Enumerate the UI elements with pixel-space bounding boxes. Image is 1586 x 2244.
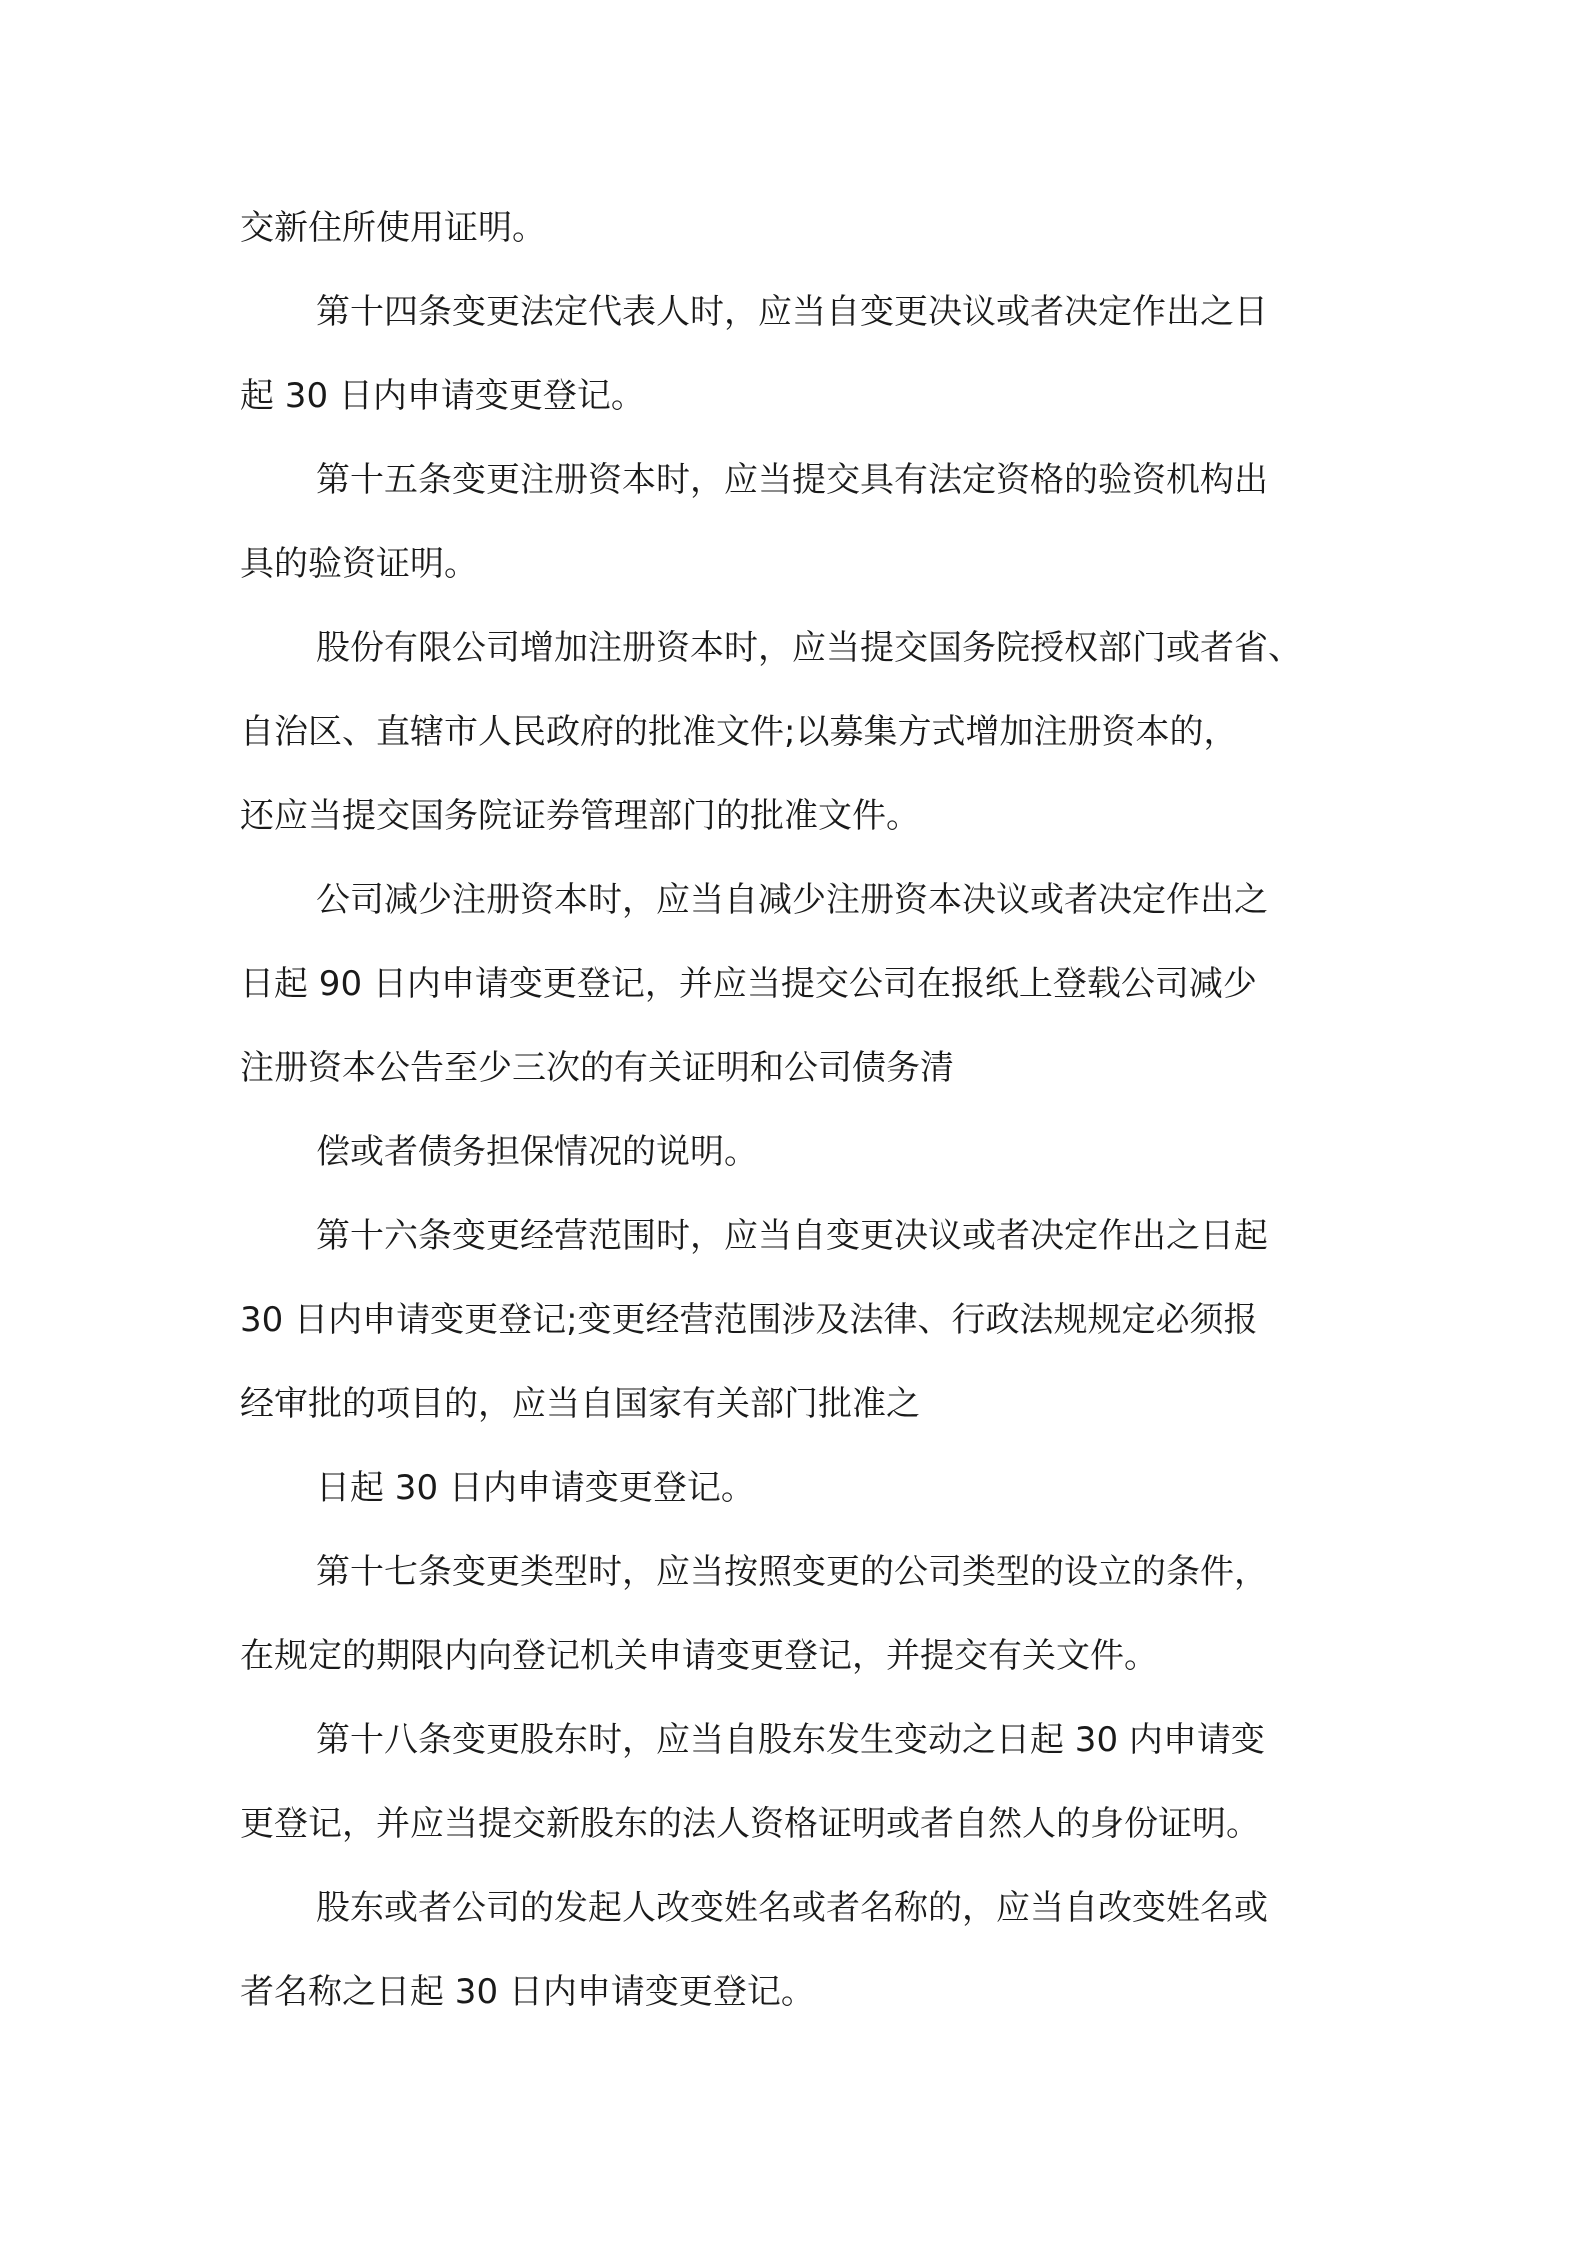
text-line: 更登记，并应当提交新股东的法人资格证明或者自然人的身份证明。 bbox=[240, 1804, 1260, 1844]
text-line: 具的验资证明。 bbox=[240, 544, 478, 584]
text-line: 日起 90 日内申请变更登记，并应当提交公司在报纸上登载公司减少 bbox=[240, 964, 1257, 1004]
text-line: 日起 30 日内申请变更登记。 bbox=[316, 1468, 755, 1508]
text-line: 第十四条变更法定代表人时，应当自变更决议或者决定作出之日 bbox=[316, 292, 1268, 332]
text-line: 者名称之日起 30 日内申请变更登记。 bbox=[240, 1972, 815, 2012]
text-line: 自治区、直辖市人民政府的批准文件;以募集方式增加注册资本的， bbox=[240, 712, 1238, 752]
text-line: 交新住所使用证明。 bbox=[240, 208, 546, 248]
text-line: 偿或者债务担保情况的说明。 bbox=[316, 1132, 758, 1172]
text-line: 第十六条变更经营范围时，应当自变更决议或者决定作出之日起 bbox=[316, 1216, 1268, 1256]
text-line: 起 30 日内申请变更登记。 bbox=[240, 376, 645, 416]
text-line: 30 日内申请变更登记;变更经营范围涉及法律、行政法规规定必须报 bbox=[240, 1300, 1258, 1340]
text-line: 第十七条变更类型时，应当按照变更的公司类型的设立的条件， bbox=[316, 1552, 1268, 1592]
text-line: 第十五条变更注册资本时，应当提交具有法定资格的验资机构出 bbox=[316, 460, 1268, 500]
text-line: 经审批的项目的，应当自国家有关部门批准之 bbox=[240, 1384, 920, 1424]
text-line: 股东或者公司的发起人改变姓名或者名称的，应当自改变姓名或 bbox=[316, 1888, 1268, 1928]
text-line: 在规定的期限内向登记机关申请变更登记，并提交有关文件。 bbox=[240, 1636, 1158, 1676]
text-line: 公司减少注册资本时，应当自减少注册资本决议或者决定作出之 bbox=[316, 880, 1268, 920]
text-line: 注册资本公告至少三次的有关证明和公司债务清 bbox=[240, 1048, 954, 1088]
text-line: 股份有限公司增加注册资本时，应当提交国务院授权部门或者省、 bbox=[316, 628, 1302, 668]
text-line: 第十八条变更股东时，应当自股东发生变动之日起 30 内申请变 bbox=[316, 1720, 1265, 1760]
text-line: 还应当提交国务院证券管理部门的批准文件。 bbox=[240, 796, 920, 836]
